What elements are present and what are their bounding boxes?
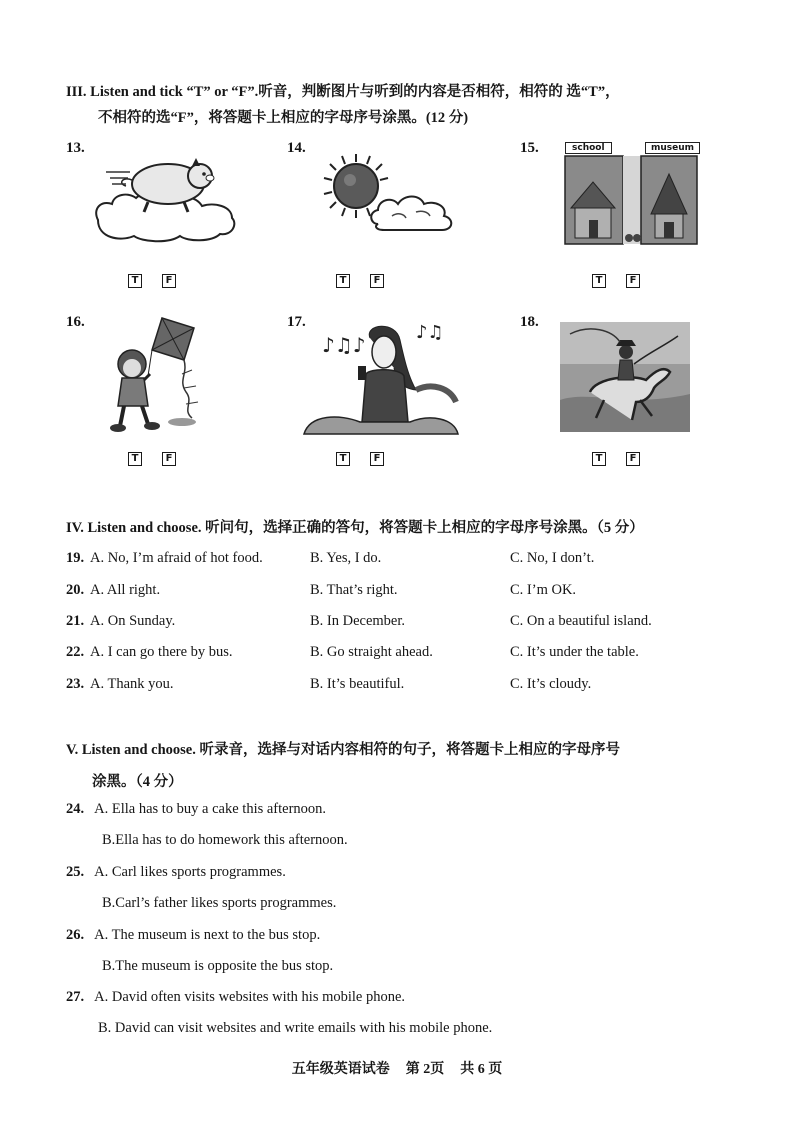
option-24-b[interactable]: B.Ella has to do homework this afternoon.	[102, 832, 348, 848]
footer-total-pages: 共 6 页	[460, 1062, 503, 1077]
option-24-a[interactable]: A. Ella has to buy a cake this afternoon.	[94, 801, 327, 817]
option-20-a[interactable]: A. All right.	[90, 582, 161, 598]
section3-title: III. Listen and tick “T” or “F”.听音，判断图片与听到的内容是否相符，相符的 选“T”，	[66, 84, 620, 100]
question-25	[66, 864, 286, 881]
option-20-c[interactable]: C. I’m OK.	[510, 582, 577, 598]
question-number-14: 14.	[287, 140, 306, 156]
option-21-a[interactable]: A. On Sunday.	[90, 613, 176, 629]
option-25-a[interactable]: A. Carl likes sports programmes.	[94, 864, 286, 880]
true-option-17[interactable]: T	[336, 452, 350, 466]
tf-options-17	[336, 452, 384, 466]
section5-title: V. Listen and choose. 听录音，选择与对话内容相符的句子，将答题卡上相应的字母序号	[66, 742, 620, 758]
tf-options-14	[336, 274, 384, 288]
true-option-14[interactable]: T	[336, 274, 350, 288]
tf-options-13	[128, 274, 176, 288]
true-option-18[interactable]: T	[592, 452, 606, 466]
svg-text:♪♫: ♪♫	[416, 322, 444, 343]
option-21-c[interactable]: C. On a beautiful island.	[510, 613, 652, 629]
tf-options-15	[592, 274, 640, 288]
false-option-16[interactable]: F	[162, 452, 176, 466]
question-number-20: 20.	[66, 582, 85, 598]
svg-text:♪♫♪: ♪♫♪	[322, 333, 366, 357]
option-22-a[interactable]: A. I can go there by bus.	[90, 644, 233, 660]
horse-picture	[560, 322, 690, 432]
page-footer	[0, 1058, 794, 1078]
option-19-c[interactable]: C. No, I don’t.	[510, 550, 595, 566]
option-27-b[interactable]: B. David can visit websites and write emails with his mobile phone.	[98, 1020, 493, 1036]
option-22-c[interactable]: C. It’s under the table.	[510, 644, 639, 660]
section5-instructions: 涂黑。（4 分）	[92, 774, 183, 790]
question-number-13: 13.	[66, 140, 85, 156]
option-23-b[interactable]: B. It’s beautiful.	[310, 676, 405, 692]
option-20-b[interactable]: B. That’s right.	[310, 582, 398, 598]
question-number-24: 24.	[66, 801, 85, 817]
sun-cloud-picture	[318, 150, 468, 240]
false-option-14[interactable]: F	[370, 274, 384, 288]
footer-page-number: 第 2页	[405, 1062, 445, 1077]
option-26-a[interactable]: A. The museum is next to the bus stop.	[94, 927, 321, 943]
question-23	[66, 676, 766, 696]
option-27-a[interactable]: A. David often visits websites with his mobile phone.	[94, 989, 406, 1005]
true-option-13[interactable]: T	[128, 274, 142, 288]
option-25-b[interactable]: B.Carl’s father likes sports programmes.	[102, 895, 337, 911]
question-21	[66, 613, 766, 633]
footer-subject: 五年级英语试卷	[291, 1062, 390, 1077]
tf-options-18	[592, 452, 640, 466]
option-23-a[interactable]: A. Thank you.	[90, 676, 174, 692]
school-museum-picture	[563, 142, 699, 246]
question-number-27: 27.	[66, 989, 85, 1005]
false-option-17[interactable]: F	[370, 452, 384, 466]
question-number-15: 15.	[520, 140, 539, 156]
option-26-b[interactable]: B.The museum is opposite the bus stop.	[102, 958, 334, 974]
music-picture	[300, 318, 460, 438]
false-option-15[interactable]: F	[626, 274, 640, 288]
museum-sign: museum	[645, 142, 700, 154]
question-number-17: 17.	[287, 314, 306, 330]
tf-options-16	[128, 452, 176, 466]
section3-instructions: 不相符的选“F”，将答题卡上相应的字母序号涂黑。(12 分)	[98, 110, 469, 126]
question-24	[66, 801, 326, 818]
true-option-16[interactable]: T	[128, 452, 142, 466]
option-19-b[interactable]: B. Yes, I do.	[310, 550, 382, 566]
question-22	[66, 644, 766, 664]
pig-cloud-picture	[92, 150, 240, 246]
true-option-15[interactable]: T	[592, 274, 606, 288]
school-sign: school	[565, 142, 612, 154]
false-option-18[interactable]: F	[626, 452, 640, 466]
question-number-23: 23.	[66, 676, 85, 692]
option-22-b[interactable]: B. Go straight ahead.	[310, 644, 433, 660]
question-number-19: 19.	[66, 550, 85, 566]
option-23-c[interactable]: C. It’s cloudy.	[510, 676, 592, 692]
option-19-a[interactable]: A. No, I’m afraid of hot food.	[90, 550, 263, 566]
kite-picture	[102, 314, 222, 438]
question-27	[66, 989, 405, 1006]
question-number-21: 21.	[66, 613, 85, 629]
question-26	[66, 927, 320, 944]
false-option-13[interactable]: F	[162, 274, 176, 288]
question-number-16: 16.	[66, 314, 85, 330]
question-number-26: 26.	[66, 927, 85, 943]
option-21-b[interactable]: B. In December.	[310, 613, 406, 629]
question-19	[66, 550, 766, 570]
question-number-18: 18.	[520, 314, 539, 330]
question-20	[66, 582, 766, 602]
question-number-22: 22.	[66, 644, 85, 660]
question-number-25: 25.	[66, 864, 85, 880]
section4-title: IV. Listen and choose. 听问句，选择正确的答句，将答题卡上相应的字母序号涂黑。（5 分）	[66, 520, 644, 536]
